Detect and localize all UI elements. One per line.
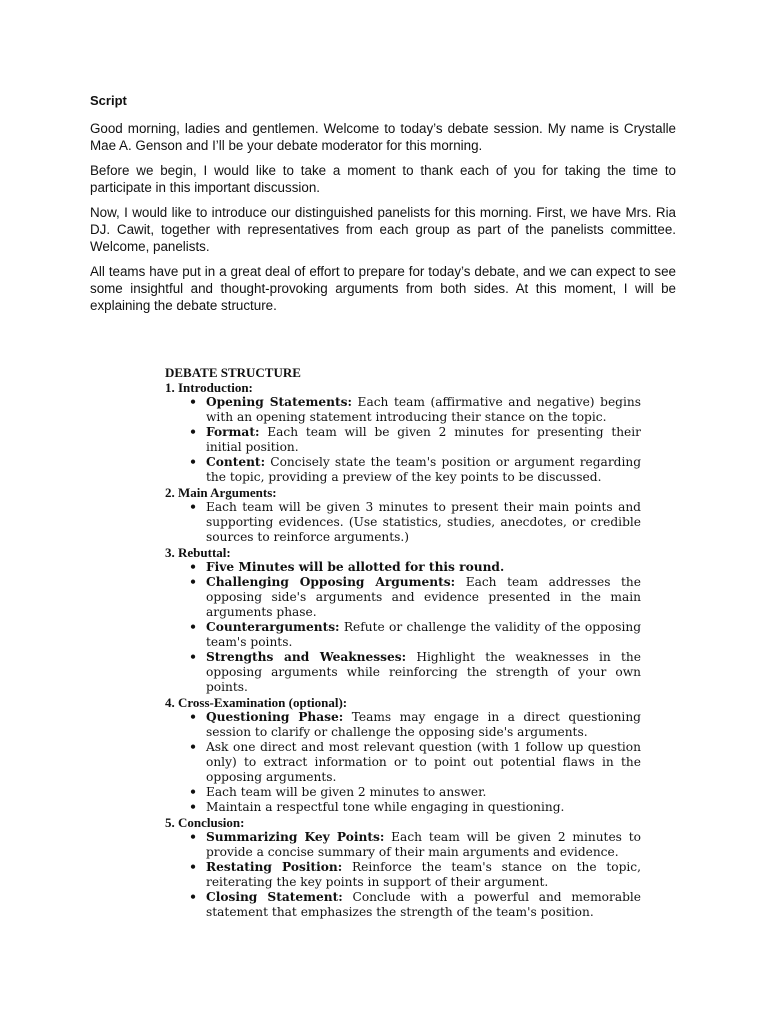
item-text: Each team (affirmative and negative) begins with an opening statement introducing their stance on the topic. — [206, 395, 641, 424]
bullet-icon: • — [189, 800, 197, 814]
structure-title: DEBATE STRUCTURE — [165, 365, 301, 380]
item-label: Questioning Phase: — [206, 710, 344, 724]
bullet-icon: • — [189, 890, 197, 904]
list-item — [187, 740, 641, 785]
section-title: 3. Rebuttal: — [165, 545, 231, 560]
bullet-list — [165, 830, 641, 920]
item-text: Highlight the weaknesses in the opposing arguments while reinforcing the strength of your own points. — [206, 650, 641, 694]
script-paragraph-welcome: Good morning, ladies and gentlemen. Welcome to today’s debate session. My name is Crystalle Mae A. Genson and I’ll be your debate moderator for this morning. — [90, 121, 676, 153]
bullet-list — [165, 560, 641, 695]
script-heading: Script — [90, 93, 127, 108]
list-item — [187, 455, 641, 485]
item-label: Restating Position: — [206, 860, 343, 874]
item-text: Ask one direct and most relevant question (with 1 follow up question only) to extract information or to point out potential flaws in the opposing arguments. — [206, 740, 641, 784]
section-conclusion — [165, 815, 641, 920]
section-rebuttal — [165, 545, 641, 695]
section-title: 1. Introduction: — [165, 380, 253, 395]
item-text: Refute or challenge the validity of the opposing team's points. — [206, 620, 641, 649]
script-section — [90, 92, 676, 322]
bullet-list — [165, 500, 641, 545]
section-introduction — [165, 380, 641, 485]
list-item — [187, 860, 641, 890]
list-item — [187, 710, 641, 740]
item-label: Summarizing Key Points: — [206, 830, 385, 844]
item-text: Maintain a respectful tone while engaging in questioning. — [206, 800, 565, 814]
item-label: Format: — [206, 425, 260, 439]
section-main-arguments — [165, 485, 641, 545]
list-item — [187, 395, 641, 425]
list-item — [187, 560, 641, 575]
section-cross-examination — [165, 695, 641, 815]
bullet-icon: • — [189, 860, 197, 874]
bullet-icon: • — [189, 785, 197, 799]
section-title: 4. Cross-Examination (optional): — [165, 695, 348, 710]
bullet-icon: • — [189, 740, 197, 754]
item-text: Teams may engage in a direct questioning session to clarify or challenge the opposing side's arguments. — [206, 710, 641, 739]
bullet-icon: • — [189, 455, 197, 469]
bullet-icon: • — [189, 710, 197, 724]
item-label: Strengths and Weaknesses: — [206, 650, 407, 664]
script-paragraph-structure-intro: All teams have put in a great deal of effort to prepare for today’s debate, and we can expect to see some insightful and thought-provoking arguments from both sides. At this moment, I will be explaining the debate structure. — [90, 264, 676, 313]
list-item — [187, 890, 641, 920]
section-title: 2. Main Arguments: — [165, 485, 277, 500]
item-label: Closing Statement: — [206, 890, 343, 904]
debate-structure — [165, 365, 641, 920]
item-text: Each team will be given 2 minutes to provide a concise summary of their main arguments and evidence. — [206, 830, 641, 859]
bullet-icon: • — [189, 560, 197, 574]
item-label: Opening Statements: — [206, 395, 352, 409]
bullet-icon: • — [189, 500, 197, 514]
item-text: Each team will be given 2 minutes to answer. — [206, 785, 487, 799]
item-text: Concisely state the team's position or argument regarding the topic, providing a preview of the key points to be discussed. — [206, 455, 641, 484]
item-text: Conclude with a powerful and memorable statement that emphasizes the strength of the team's position. — [206, 890, 641, 919]
item-text: Each team addresses the opposing side's arguments and evidence presented in the main arguments phase. — [206, 575, 641, 619]
item-label: Five Minutes will be allotted for this round. — [206, 560, 505, 574]
bullet-icon: • — [189, 620, 197, 634]
bullet-list — [165, 395, 641, 485]
bullet-icon: • — [189, 830, 197, 844]
bullet-icon: • — [189, 650, 197, 664]
script-paragraph-thanks: Before we begin, I would like to take a moment to thank each of you for taking the time to participate in this important discussion. — [90, 163, 676, 195]
item-text: Reinforce the team's stance on the topic, reiterating the key points in support of their argument. — [206, 860, 641, 889]
script-paragraph-panelists: Now, I would like to introduce our distinguished panelists for this morning. First, we have Mrs. Ria DJ. Cawit, together with representatives from each group as part of the panelists committee. Welcome, panelists. — [90, 205, 676, 254]
bullet-icon: • — [189, 575, 197, 589]
item-text: Each team will be given 3 minutes to present their main points and supporting evidences. (Use statistics, studies, anecdotes, or credible sources to reinforce arguments.) — [206, 500, 641, 544]
list-item — [187, 575, 641, 620]
section-title: 5. Conclusion: — [165, 815, 245, 830]
list-item — [187, 620, 641, 650]
item-label: Content: — [206, 455, 266, 469]
list-item — [187, 785, 641, 800]
bullet-icon: • — [189, 395, 197, 409]
item-label: Counterarguments: — [206, 620, 340, 634]
list-item — [187, 800, 641, 815]
bullet-list — [165, 710, 641, 815]
item-text: Each team will be given 2 minutes for presenting their initial position. — [206, 425, 641, 454]
list-item — [187, 500, 641, 545]
list-item — [187, 650, 641, 695]
list-item — [187, 830, 641, 860]
bullet-icon: • — [189, 425, 197, 439]
item-label: Challenging Opposing Arguments: — [206, 575, 456, 589]
list-item — [187, 425, 641, 455]
